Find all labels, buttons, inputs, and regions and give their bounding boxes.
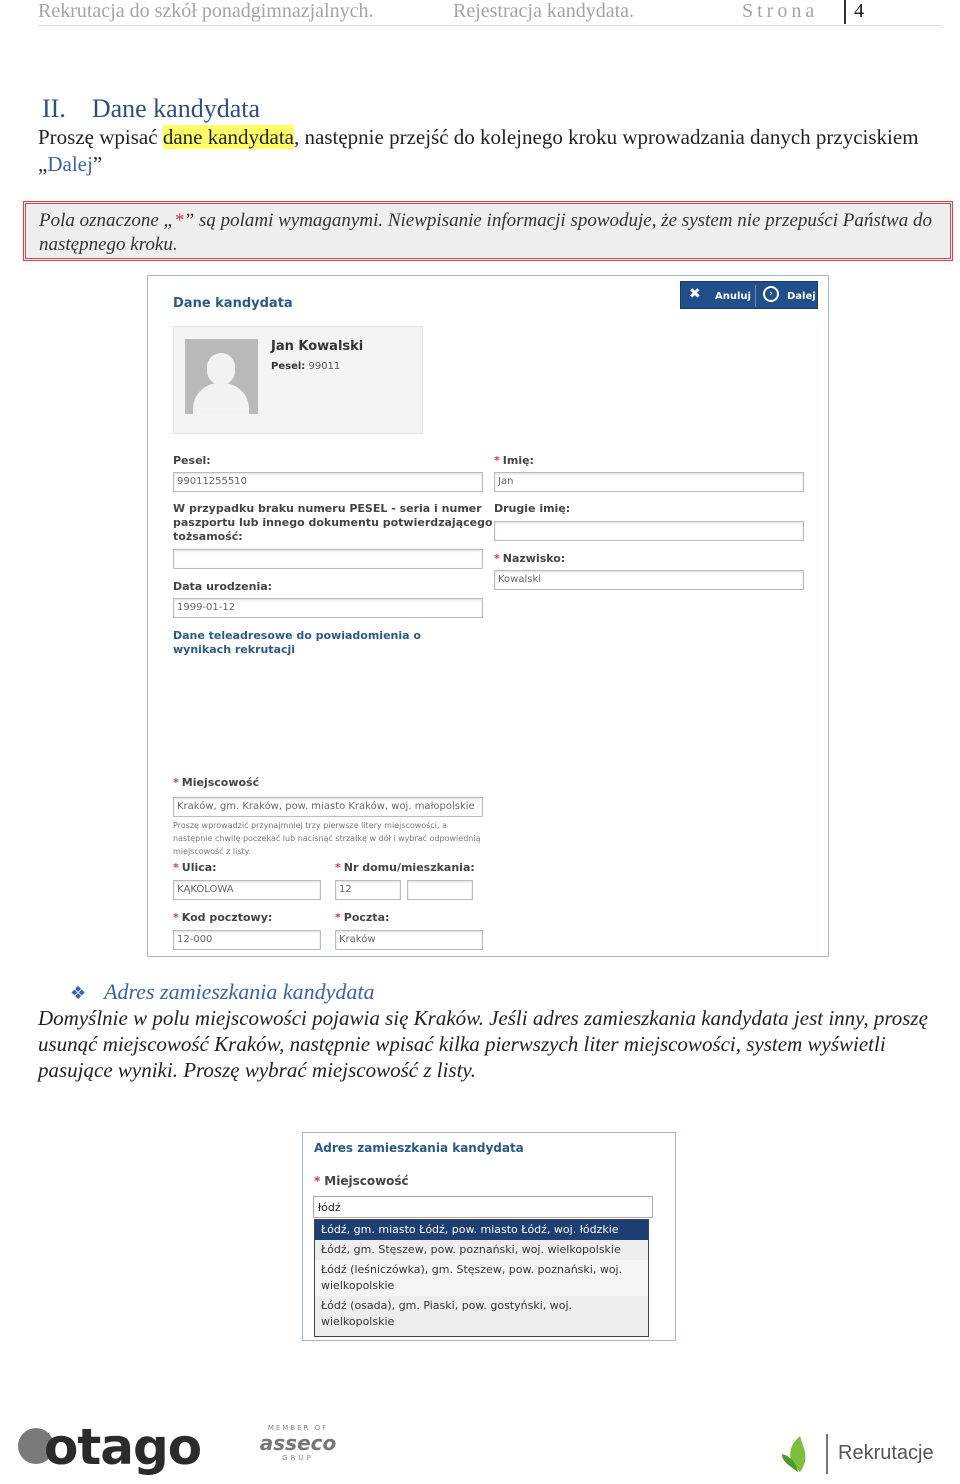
flat-number-field[interactable] (407, 880, 473, 900)
city-label-2-text: Miejscowość (324, 1174, 409, 1188)
street-field[interactable]: KĄKOLOWA (173, 880, 321, 900)
city-search-input[interactable]: łódź (313, 1196, 653, 1218)
bullet-icon: ❖ (70, 983, 87, 1004)
surname-label-text: Nazwisko: (502, 552, 566, 565)
first-name-label (494, 454, 534, 468)
required-star: * (173, 911, 179, 924)
postcode-field[interactable]: 12-000 (173, 930, 321, 950)
logo-divider (826, 1434, 828, 1474)
second-name-label: Drugie imię: (494, 502, 571, 515)
header-page-word: Strona (742, 0, 819, 22)
rekrutacje-logo (780, 1432, 940, 1476)
city-label-2 (314, 1174, 409, 1188)
section-intro (38, 124, 938, 178)
avatar-head (207, 353, 235, 385)
address-section-title: Adres zamieszkania kandydata (104, 979, 375, 1004)
second-name-field[interactable] (494, 521, 804, 541)
asseco-member-text: MEMBER OF (267, 1424, 329, 1432)
required-star: * (314, 1174, 321, 1188)
pesel-label: Pesel: (173, 454, 211, 467)
surname-label (494, 552, 565, 566)
otago-logo (18, 1418, 218, 1474)
otago-logo-text: otago (44, 1418, 202, 1476)
intro-text: Proszę wpisać (38, 125, 163, 149)
surname-field[interactable]: Kowalski (494, 570, 804, 590)
pesel-caption: Pesel: (271, 361, 306, 372)
intro-text-2: , następnie przejść do kolejnego kroku wprowadzania danych przyciskiem „ (38, 125, 919, 176)
asseco-logo (248, 1424, 348, 1468)
suggestion-item[interactable]: Łódź (leśniczówka), gm. Stęszew, pow. poznański, woj. wielkopolskie (315, 1260, 648, 1296)
cancel-button[interactable]: Anuluj (715, 291, 751, 302)
header-doc-title: Rekrutacja do szkół ponadgimnazjalnych. (38, 0, 374, 22)
pesel-card-value: 99011 (308, 361, 341, 372)
leaf-icon (780, 1432, 820, 1476)
address-section-text: Domyślnie w polu miejscowości pojawia się Kraków. Jeśli adres zamieszkania kandydata jest inny, proszę usunąć miejscowość Kraków, następnie wpisać kilka pierwszych liter miejscowości, system wyświetli pasujące wyniki. Proszę wybrać miejscowość z listy. (38, 1006, 928, 1082)
birth-date-field[interactable]: 1999-01-12 (173, 598, 483, 618)
city-suggestions-list (314, 1219, 649, 1337)
note-text-1: Pola oznaczone „ (39, 210, 175, 231)
address-autocomplete-screenshot (302, 1132, 676, 1341)
header-page-number: 4 (844, 0, 864, 24)
contact-heading: Dane teleadresowe do powiadomienia o wynikach rekrutacji (173, 629, 421, 656)
section-title: Dane kandydata (91, 94, 261, 123)
pesel-field[interactable]: 99011255510 (173, 472, 483, 492)
asseco-group-text: GRUP (282, 1454, 314, 1462)
form-toolbar (680, 281, 818, 309)
suggestion-item[interactable]: Łódź (osada), gm. Piaski, pow. gostyński, woj. wielkopolskie (321, 1299, 573, 1328)
city-label (173, 776, 259, 790)
house-number-label-text: Nr domu/mieszkania: (343, 861, 475, 874)
first-name-field[interactable]: Jan (494, 472, 804, 492)
page-header (38, 0, 942, 26)
address-form-title: Adres zamieszkania kandydata (314, 1141, 524, 1155)
post-office-label-text: Poczta: (343, 911, 390, 924)
note-text-2: ” są polami wymaganymi. Niewpisanie informacji spowoduje, że system nie przepuści Państwa do następnego kroku. (39, 210, 932, 255)
required-fields-note (23, 201, 953, 261)
rekrutacje-text: Rekrutacje (838, 1442, 934, 1464)
candidate-pesel (271, 361, 340, 372)
header-section-title: Rejestracja kandydata. (453, 0, 635, 22)
first-name-label-text: Imię: (502, 454, 534, 467)
candidate-form-screenshot (147, 275, 829, 957)
house-number-label (335, 861, 475, 875)
postcode-label (173, 911, 272, 925)
passport-field[interactable] (173, 549, 483, 569)
intro-close-quote: ” (92, 152, 103, 176)
post-office-label (335, 911, 389, 925)
next-button[interactable]: Dalej (787, 291, 816, 302)
form-title: Dane kandydata (173, 296, 293, 311)
street-label-text: Ulica: (181, 861, 217, 874)
section-heading (42, 94, 260, 124)
passport-label: W przypadku braku numeru PESEL - seria i numer paszportu lub innego dokumentu potwierdzającego tożsamość: (173, 502, 493, 543)
avatar-body (193, 383, 249, 414)
house-number-field[interactable]: 12 (335, 880, 401, 900)
suggestion-item[interactable]: Łódź, gm. Stęszew, pow. poznański, woj. wielkopolskie (321, 1243, 621, 1256)
section-number: II. (42, 94, 66, 123)
suggestion-item[interactable]: Łódź, gm. miasto Łódź, pow. miasto Łódź, woj. łódzkie (315, 1220, 648, 1240)
city-hint: Proszę wprowadzić przynajmniej trzy pierwsze litery miejscowości, a następnie chwilę poczekać lub nacisnąć strzałkę w dół i wybrać odpowiednią miejscowość z listy. (173, 821, 481, 856)
cancel-icon[interactable]: ✖ (689, 286, 701, 302)
required-star: * (335, 911, 341, 924)
birth-date-label: Data urodzenia: (173, 580, 273, 593)
intro-highlight: dane kandydata (162, 125, 295, 149)
candidate-name: Jan Kowalski (271, 339, 364, 354)
required-star: * (173, 861, 179, 874)
candidate-card (173, 326, 423, 434)
asseco-name: asseco (259, 1431, 337, 1455)
required-star: * (494, 454, 500, 467)
note-star: * (174, 210, 184, 231)
postcode-label-text: Kod pocztowy: (181, 911, 273, 924)
city-field[interactable]: Kraków, gm. Kraków, pow. miasto Kraków, woj. małopolskie (173, 797, 483, 817)
post-office-field[interactable]: Kraków (335, 930, 483, 950)
toolbar-separator (755, 285, 756, 307)
required-star: * (494, 552, 500, 565)
required-star: * (173, 776, 179, 789)
street-label (173, 861, 217, 875)
avatar (185, 339, 258, 414)
required-star: * (335, 861, 341, 874)
intro-dalej: Dalej (47, 152, 93, 176)
next-icon[interactable]: › (763, 286, 779, 302)
city-label-text: Miejscowość (181, 776, 260, 789)
